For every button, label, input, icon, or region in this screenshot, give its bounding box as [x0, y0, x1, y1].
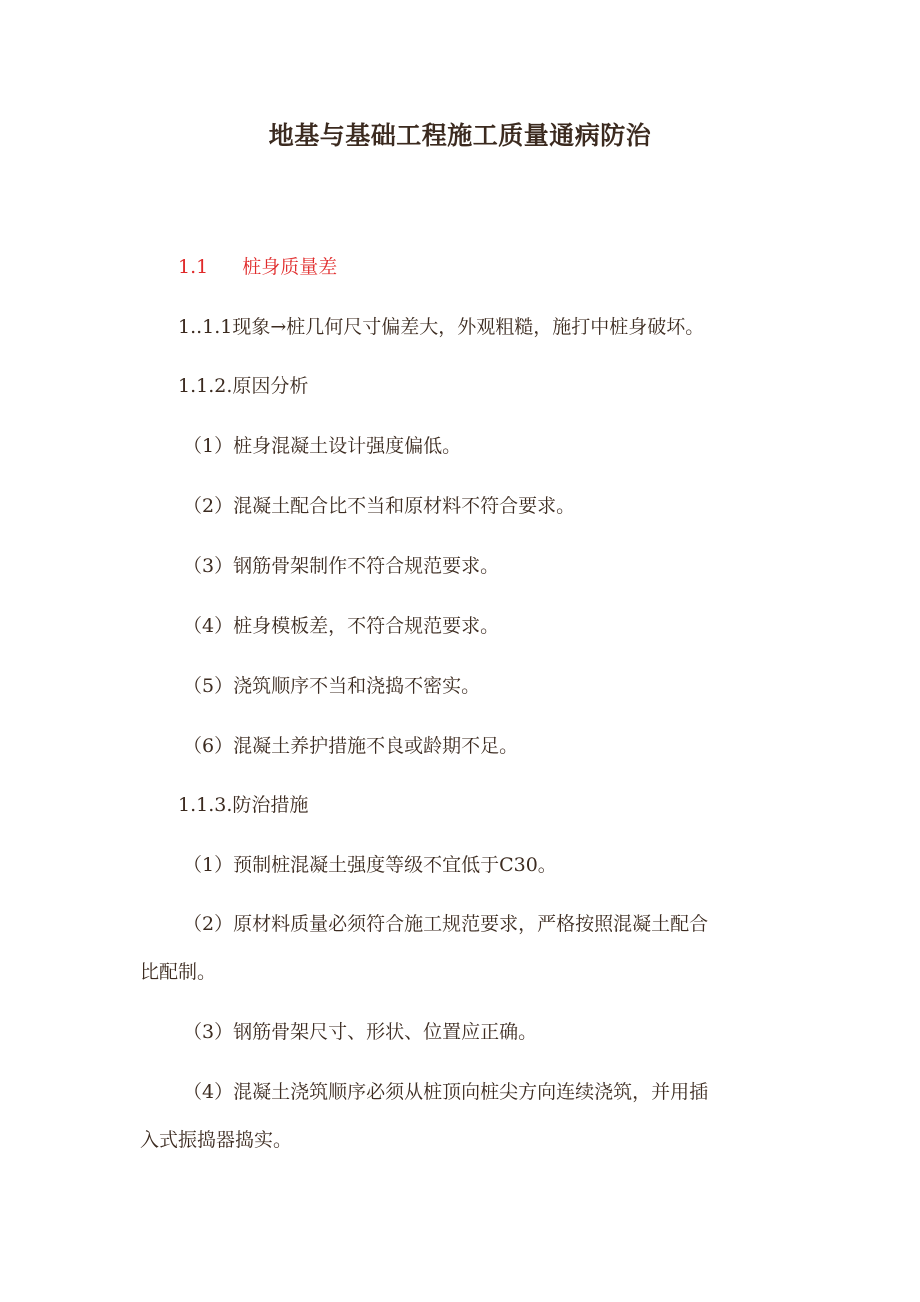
- phenomenon-paragraph: 1..1.1现象→桩几何尺寸偏差大，外观粗糙，施打中桩身破坏。: [178, 316, 705, 338]
- document-title: 地基与基础工程施工质量通病防治: [268, 121, 652, 150]
- measure-item-continuation: 入式振捣器捣实。: [140, 1129, 293, 1151]
- cause-item: （5）浇筑顺序不当和浇捣不密实。: [183, 675, 481, 697]
- section-heading: [178, 255, 337, 279]
- cause-heading: 1.1.2.原因分析: [178, 375, 309, 397]
- measure-item-continuation: 比配制。: [140, 961, 217, 983]
- measure-item-line: （4）混凝土浇筑顺序必须从桩顶向桩尖方向连续浇筑，并用插: [183, 1081, 709, 1103]
- measure-item: （1）预制桩混凝土强度等级不宜低于C30。: [183, 854, 557, 876]
- cause-item: （1）桩身混凝土设计强度偏低。: [183, 435, 462, 457]
- measure-item-line: （2）原材料质量必须符合施工规范要求，严格按照混凝土配合: [183, 913, 709, 935]
- measure-item: （3）钢筋骨架尺寸、形状、位置应正确。: [183, 1021, 538, 1043]
- cause-item: （6）混凝土养护措施不良或龄期不足。: [183, 735, 519, 757]
- measures-heading: 1.1.3.防治措施: [178, 794, 309, 816]
- section-number: 1.1: [178, 256, 209, 278]
- cause-item: （4）桩身模板差，不符合规范要求。: [183, 615, 500, 637]
- cause-item: （2）混凝土配合比不当和原材料不符合要求。: [183, 495, 576, 517]
- section-title: 桩身质量差: [242, 256, 338, 278]
- cause-item: （3）钢筋骨架制作不符合规范要求。: [183, 555, 500, 577]
